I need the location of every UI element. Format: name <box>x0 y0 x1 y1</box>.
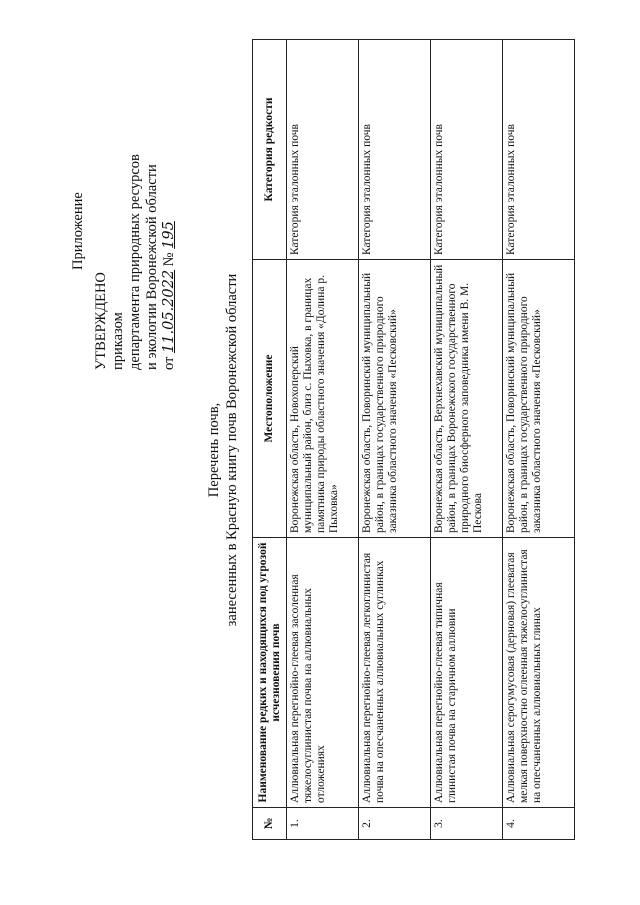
row-name: Аллювиальная перегнойно-глеевая легкоглинистая почва на опесчаненных аллювиальных суглинках <box>359 538 431 808</box>
row-num: 3. <box>431 808 503 840</box>
row-location: Воронежская область, Новохоперский муниципальный район, близ с. Пыховка, в границах памятника природы областного значения «Долина р. Пыховка» <box>287 260 359 538</box>
order-number: 195 <box>161 221 177 249</box>
approved-label: УТВЕРЖДЕНО <box>93 272 109 370</box>
row-category: Категория эталонных почв <box>503 40 575 260</box>
document-title <box>205 40 241 860</box>
table-row <box>503 40 575 840</box>
order-label: приказом <box>110 312 126 370</box>
from-prefix: от <box>161 356 177 370</box>
row-name: Аллювиальная перегнойно-глеевая засоленная тяжелосуглинистая почва на аллювиальных отложениях <box>287 538 359 808</box>
header-num: № <box>253 808 287 840</box>
department-line-1: департамента природных ресурсов <box>127 154 143 370</box>
annex-label: Приложение <box>70 192 86 270</box>
title-line-2: занесенных в Красную книгу почв Воронежской области <box>224 273 240 627</box>
row-num: 4. <box>503 808 575 840</box>
header-location: Местоположение <box>253 260 287 538</box>
title-line-1: Перечень почв, <box>206 402 222 498</box>
row-category: Категория эталонных почв <box>359 40 431 260</box>
soils-table <box>252 39 575 840</box>
table-header-row <box>253 40 287 840</box>
order-date: 11.05.2022 <box>161 269 177 353</box>
row-category: Категория эталонных почв <box>287 40 359 260</box>
approval-block <box>70 40 178 370</box>
order-date-number <box>161 40 178 370</box>
table-row <box>287 40 359 840</box>
table-row <box>431 40 503 840</box>
row-location: Воронежская область, Поворинский муниципальный район, в границах государственного природного заказника областного значения «Песковский» <box>359 260 431 538</box>
row-location: Воронежская область, Верхнехавский муниципальный район, в границах Воронежского государственного природного биосферного заповедника имени В. М. Пескова <box>431 260 503 538</box>
number-prefix: № <box>161 252 177 267</box>
row-category: Категория эталонных почв <box>431 40 503 260</box>
row-name: Аллювиальная перегнойно-глеевая типичная глинистая почва на старичном аллювии <box>431 538 503 808</box>
row-num: 1. <box>287 808 359 840</box>
rotated-content <box>40 40 600 860</box>
header-name: Наименование редких и находящихся под угрозой исчезновения почв <box>253 538 287 808</box>
department-line-2: и экологии Воронежской области <box>144 164 160 370</box>
table-row <box>359 40 431 840</box>
row-name: Аллювиальная серогумусовая (дерновая) глееватая мелкая поверхностно оглеенная тяжелосуглинистая на опесчаненных аллювиальных глинах <box>503 538 575 808</box>
header-category: Категория редкости <box>253 40 287 260</box>
row-location: Воронежская область, Поворинский муниципальный район, в границах государственного природного заказника областного значения «Песковский» <box>503 260 575 538</box>
row-num: 2. <box>359 808 431 840</box>
